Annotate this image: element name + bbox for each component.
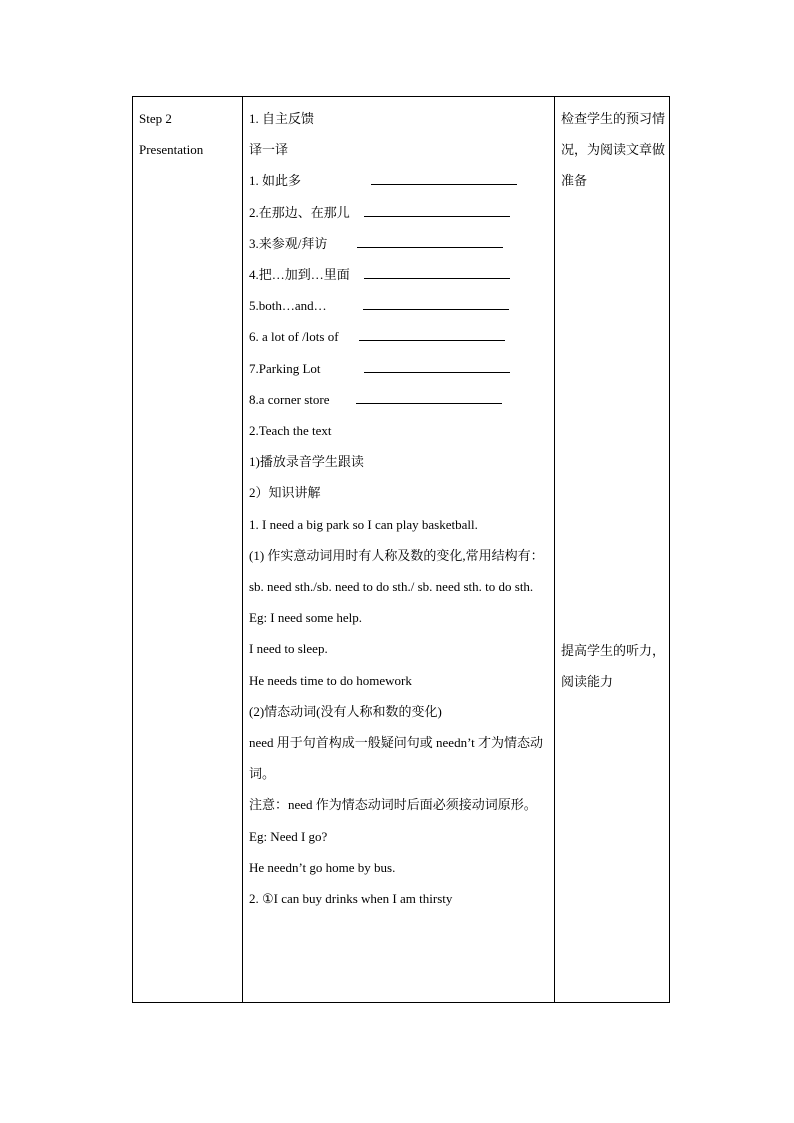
- aim-text-2: 提高学生的听力，阅读能力: [561, 642, 666, 689]
- answer-blank[interactable]: [371, 170, 517, 185]
- answer-blank[interactable]: [357, 233, 503, 248]
- list-item: [249, 228, 550, 259]
- answer-blank[interactable]: [363, 295, 509, 310]
- content-line: need 用于句首构成一般疑问句或 needn’t 才为情态动词。: [249, 735, 544, 782]
- item-text: 1. 如此多: [249, 173, 302, 189]
- step-subtitle: Presentation: [139, 142, 204, 158]
- content-line: 1. I need a big park so I can play basketball.: [249, 516, 478, 532]
- lesson-plan-table: [132, 96, 670, 1003]
- list-item: [249, 384, 550, 415]
- answer-blank[interactable]: [356, 389, 502, 404]
- list-item: [249, 353, 550, 384]
- answer-blank[interactable]: [364, 202, 510, 217]
- list-item: [249, 321, 550, 352]
- content-line: 2. ①I can buy drinks when I am thirsty: [249, 891, 453, 907]
- section-heading: 1. 自主反馈: [249, 111, 315, 126]
- content-line: (2)情态动词(没有人称和数的变化): [249, 703, 442, 719]
- content-line: 2）知识讲解: [249, 485, 321, 501]
- content-line: He needs time to do homework: [249, 672, 412, 688]
- item-text: 7.Parking Lot: [249, 360, 321, 376]
- sub-heading: 译一译: [249, 142, 289, 158]
- item-text: 6. a lot of /lots of: [249, 329, 339, 345]
- content-line: 注意：need 作为情态动词时后面必须接动词原形。: [249, 797, 537, 813]
- item-text: 8.a corner store: [249, 391, 330, 407]
- step-cell: [133, 97, 243, 1003]
- content-line: (1) 作实意动词用时有人称及数的变化,常用结构有：: [249, 547, 544, 563]
- content-line: 2.Teach the text: [249, 423, 332, 439]
- item-text: 5.both…and…: [249, 298, 327, 314]
- content-cell: [243, 97, 555, 1003]
- list-item: [249, 165, 550, 196]
- item-text: 2.在那边、在那儿: [249, 204, 350, 220]
- answer-blank[interactable]: [359, 326, 505, 341]
- step-title: Step 2: [139, 111, 172, 126]
- content-line: Eg: I need some help.: [249, 610, 362, 626]
- answer-blank[interactable]: [364, 264, 510, 279]
- content-line: 1)播放录音学生跟读: [249, 454, 364, 470]
- translation-list: [249, 165, 550, 415]
- content-line: Eg: Need I go?: [249, 828, 328, 844]
- content-line: I need to sleep.: [249, 641, 328, 657]
- content-line: He needn’t go home by bus.: [249, 859, 396, 875]
- answer-blank[interactable]: [364, 358, 510, 373]
- list-item: [249, 197, 550, 228]
- table-row: [133, 97, 670, 1003]
- content-line: sb. need sth./sb. need to do sth./ sb. need sth. to do sth.: [249, 579, 534, 595]
- list-item: [249, 259, 550, 290]
- item-text: 3.来参观/拜访: [249, 235, 328, 251]
- list-item: [249, 290, 550, 321]
- aim-text-1: 检查学生的预习情况，为阅读文章做准备: [561, 111, 666, 189]
- aim-cell: [555, 97, 670, 1003]
- item-text: 4.把…加到…里面: [249, 267, 350, 283]
